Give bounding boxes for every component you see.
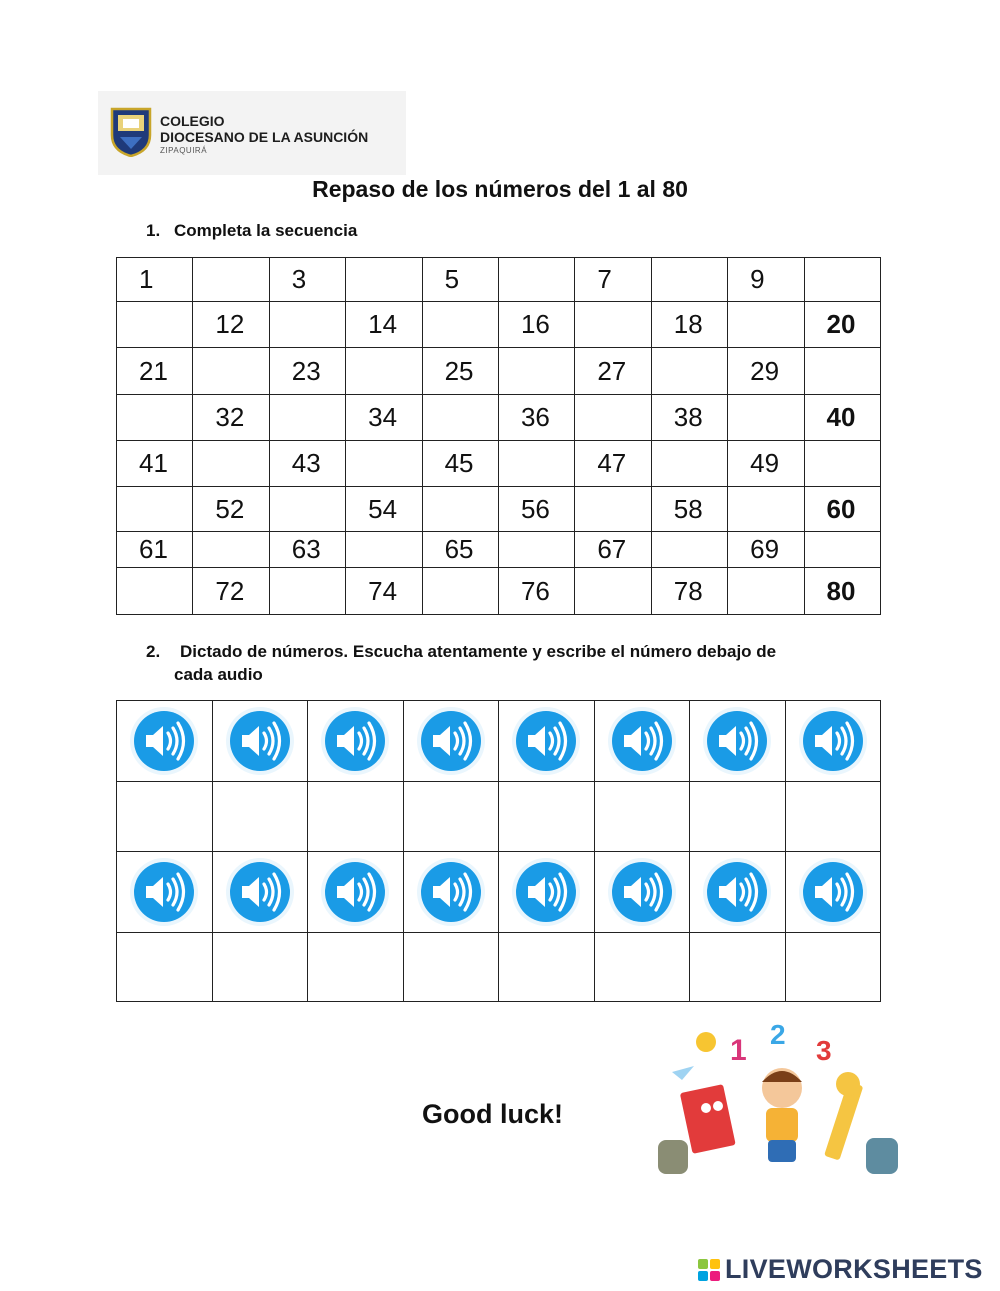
logo-city: ZIPAQUIRÁ xyxy=(160,146,208,155)
school-logo xyxy=(98,91,406,175)
sequence-cell: 32 xyxy=(193,395,269,441)
sequence-blank-cell[interactable] xyxy=(575,302,651,348)
good-luck-text: Good luck! xyxy=(422,1099,563,1129)
sequence-blank-cell[interactable] xyxy=(346,348,422,395)
sequence-blank-cell[interactable] xyxy=(804,532,880,568)
sequence-cell: 27 xyxy=(575,348,651,395)
sequence-cell: 14 xyxy=(346,302,422,348)
answer-input-cell[interactable] xyxy=(785,782,881,852)
speaker-icon[interactable] xyxy=(606,705,678,777)
sequence-cell: 80 xyxy=(804,568,880,615)
answer-input-cell[interactable] xyxy=(785,933,881,1002)
answer-input-cell[interactable] xyxy=(499,782,595,852)
question-1-heading xyxy=(146,221,357,241)
sequence-cell: 78 xyxy=(651,568,727,615)
logo-line-1: COLEGIO xyxy=(160,113,225,129)
audio-cell xyxy=(594,852,690,933)
answer-input-cell[interactable] xyxy=(690,782,786,852)
kids-illustration xyxy=(648,1010,906,1196)
sequence-cell: 67 xyxy=(575,532,651,568)
answer-input-cell[interactable] xyxy=(594,782,690,852)
speaker-icon[interactable] xyxy=(128,856,200,928)
sequence-blank-cell[interactable] xyxy=(422,487,498,532)
speaker-icon[interactable] xyxy=(319,856,391,928)
sequence-cell: 36 xyxy=(498,395,574,441)
question-1-number: 1. xyxy=(146,221,161,240)
sequence-cell: 16 xyxy=(498,302,574,348)
sequence-blank-cell[interactable] xyxy=(804,441,880,487)
sequence-cell: 21 xyxy=(117,348,193,395)
sequence-cell: 69 xyxy=(728,532,804,568)
answer-input-cell[interactable] xyxy=(212,933,308,1002)
sequence-cell: 3 xyxy=(269,258,345,302)
sequence-blank-cell[interactable] xyxy=(346,258,422,302)
answer-input-cell[interactable] xyxy=(308,933,404,1002)
speaker-icon[interactable] xyxy=(606,856,678,928)
sequence-blank-cell[interactable] xyxy=(269,302,345,348)
footer-brand-text: LIVEWORKSHEETS xyxy=(725,1254,983,1284)
sequence-cell: 1 xyxy=(117,258,193,302)
answer-input-cell[interactable] xyxy=(403,782,499,852)
sequence-blank-cell[interactable] xyxy=(651,441,727,487)
logo-line-2: DIOCESANO DE LA ASUNCIÓN xyxy=(160,129,369,145)
sequence-cell: 38 xyxy=(651,395,727,441)
sequence-cell: 43 xyxy=(269,441,345,487)
audio-cell xyxy=(403,701,499,782)
audio-cell xyxy=(403,852,499,933)
sequence-blank-cell[interactable] xyxy=(117,395,193,441)
sequence-row xyxy=(117,302,881,348)
sequence-cell: 65 xyxy=(422,532,498,568)
sequence-blank-cell[interactable] xyxy=(422,395,498,441)
question-2-number: 2. xyxy=(146,642,161,661)
speaker-icon[interactable] xyxy=(415,705,487,777)
answer-row xyxy=(117,933,881,1002)
sequence-cell: 56 xyxy=(498,487,574,532)
sequence-blank-cell[interactable] xyxy=(117,487,193,532)
sequence-table xyxy=(116,257,881,615)
audio-row xyxy=(117,852,881,933)
answer-input-cell[interactable] xyxy=(308,782,404,852)
sequence-row xyxy=(117,568,881,615)
sequence-cell: 12 xyxy=(193,302,269,348)
sequence-blank-cell[interactable] xyxy=(117,568,193,615)
sequence-blank-cell[interactable] xyxy=(728,568,804,615)
sequence-cell: 18 xyxy=(651,302,727,348)
answer-row xyxy=(117,782,881,852)
sequence-cell: 60 xyxy=(804,487,880,532)
audio-cell xyxy=(308,701,404,782)
audio-cell xyxy=(785,701,881,782)
audio-cell xyxy=(308,852,404,933)
sequence-cell: 5 xyxy=(422,258,498,302)
sequence-cell: 49 xyxy=(728,441,804,487)
sequence-row xyxy=(117,487,881,532)
sequence-cell: 9 xyxy=(728,258,804,302)
sequence-blank-cell[interactable] xyxy=(117,302,193,348)
svg-text:1: 1 xyxy=(730,1034,747,1067)
audio-cell xyxy=(594,701,690,782)
school-crest-icon xyxy=(110,107,152,157)
sequence-cell: 63 xyxy=(269,532,345,568)
sequence-blank-cell[interactable] xyxy=(728,487,804,532)
answer-input-cell[interactable] xyxy=(117,782,213,852)
sequence-blank-cell[interactable] xyxy=(651,348,727,395)
sequence-cell: 58 xyxy=(651,487,727,532)
sequence-cell: 7 xyxy=(575,258,651,302)
sequence-row xyxy=(117,348,881,395)
audio-cell xyxy=(499,852,595,933)
answer-input-cell[interactable] xyxy=(117,933,213,1002)
sequence-cell: 45 xyxy=(422,441,498,487)
audio-cell xyxy=(212,701,308,782)
sequence-cell: 52 xyxy=(193,487,269,532)
speaker-icon[interactable] xyxy=(128,705,200,777)
sequence-blank-cell[interactable] xyxy=(498,441,574,487)
question-2-heading xyxy=(146,640,886,686)
sequence-row xyxy=(117,258,881,302)
sequence-cell: 29 xyxy=(728,348,804,395)
sequence-cell: 76 xyxy=(498,568,574,615)
sequence-cell: 34 xyxy=(346,395,422,441)
sequence-row xyxy=(117,395,881,441)
sequence-row xyxy=(117,441,881,487)
sequence-blank-cell[interactable] xyxy=(422,568,498,615)
answer-input-cell[interactable] xyxy=(690,933,786,1002)
audio-cell xyxy=(212,852,308,933)
speaker-icon[interactable] xyxy=(224,705,296,777)
sequence-blank-cell[interactable] xyxy=(346,532,422,568)
sequence-blank-cell[interactable] xyxy=(575,568,651,615)
speaker-icon[interactable] xyxy=(510,705,582,777)
liveworksheets-logo-icon xyxy=(697,1258,721,1282)
answer-input-cell[interactable] xyxy=(499,933,595,1002)
sequence-blank-cell[interactable] xyxy=(498,348,574,395)
sequence-blank-cell[interactable] xyxy=(575,487,651,532)
question-2-label-line-2: cada audio xyxy=(174,665,263,684)
speaker-icon[interactable] xyxy=(510,856,582,928)
footer-brand xyxy=(697,1254,983,1285)
sequence-blank-cell[interactable] xyxy=(728,395,804,441)
sequence-blank-cell[interactable] xyxy=(193,348,269,395)
sequence-blank-cell[interactable] xyxy=(269,487,345,532)
sequence-cell: 20 xyxy=(804,302,880,348)
sequence-blank-cell[interactable] xyxy=(193,258,269,302)
sequence-blank-cell[interactable] xyxy=(804,348,880,395)
sequence-cell: 47 xyxy=(575,441,651,487)
speaker-icon[interactable] xyxy=(701,856,773,928)
sequence-cell: 74 xyxy=(346,568,422,615)
audio-cell xyxy=(499,701,595,782)
sequence-blank-cell[interactable] xyxy=(651,532,727,568)
answer-input-cell[interactable] xyxy=(403,933,499,1002)
sequence-cell: 72 xyxy=(193,568,269,615)
sequence-blank-cell[interactable] xyxy=(269,395,345,441)
question-1-label: Completa la secuencia xyxy=(174,221,358,240)
sequence-cell: 23 xyxy=(269,348,345,395)
question-2-label-line-1: Dictado de números. Escucha atentamente y escribe el número debajo de xyxy=(180,642,777,661)
sequence-cell: 40 xyxy=(804,395,880,441)
audio-cell xyxy=(690,852,786,933)
sequence-blank-cell[interactable] xyxy=(193,441,269,487)
dictation-table xyxy=(116,700,881,1002)
sequence-blank-cell[interactable] xyxy=(498,258,574,302)
speaker-icon[interactable] xyxy=(319,705,391,777)
sequence-row xyxy=(117,532,881,568)
audio-row xyxy=(117,701,881,782)
sequence-blank-cell[interactable] xyxy=(651,258,727,302)
sequence-blank-cell[interactable] xyxy=(498,532,574,568)
speaker-icon[interactable] xyxy=(701,705,773,777)
speaker-icon[interactable] xyxy=(797,705,869,777)
answer-input-cell[interactable] xyxy=(594,933,690,1002)
answer-input-cell[interactable] xyxy=(212,782,308,852)
sequence-cell: 41 xyxy=(117,441,193,487)
audio-cell xyxy=(117,701,213,782)
svg-text:3: 3 xyxy=(816,1035,832,1066)
sequence-blank-cell[interactable] xyxy=(728,302,804,348)
sequence-blank-cell[interactable] xyxy=(269,568,345,615)
sequence-blank-cell[interactable] xyxy=(422,302,498,348)
speaker-icon[interactable] xyxy=(797,856,869,928)
sequence-cell: 25 xyxy=(422,348,498,395)
audio-cell xyxy=(117,852,213,933)
speaker-icon[interactable] xyxy=(415,856,487,928)
speaker-icon[interactable] xyxy=(224,856,296,928)
page-title: Repaso de los números del 1 al 80 xyxy=(312,176,688,202)
svg-text:2: 2 xyxy=(770,1019,786,1050)
sequence-blank-cell[interactable] xyxy=(575,395,651,441)
audio-cell xyxy=(690,701,786,782)
audio-cell xyxy=(785,852,881,933)
sequence-cell: 54 xyxy=(346,487,422,532)
sequence-blank-cell[interactable] xyxy=(804,258,880,302)
sequence-blank-cell[interactable] xyxy=(193,532,269,568)
sequence-cell: 61 xyxy=(117,532,193,568)
sequence-blank-cell[interactable] xyxy=(346,441,422,487)
